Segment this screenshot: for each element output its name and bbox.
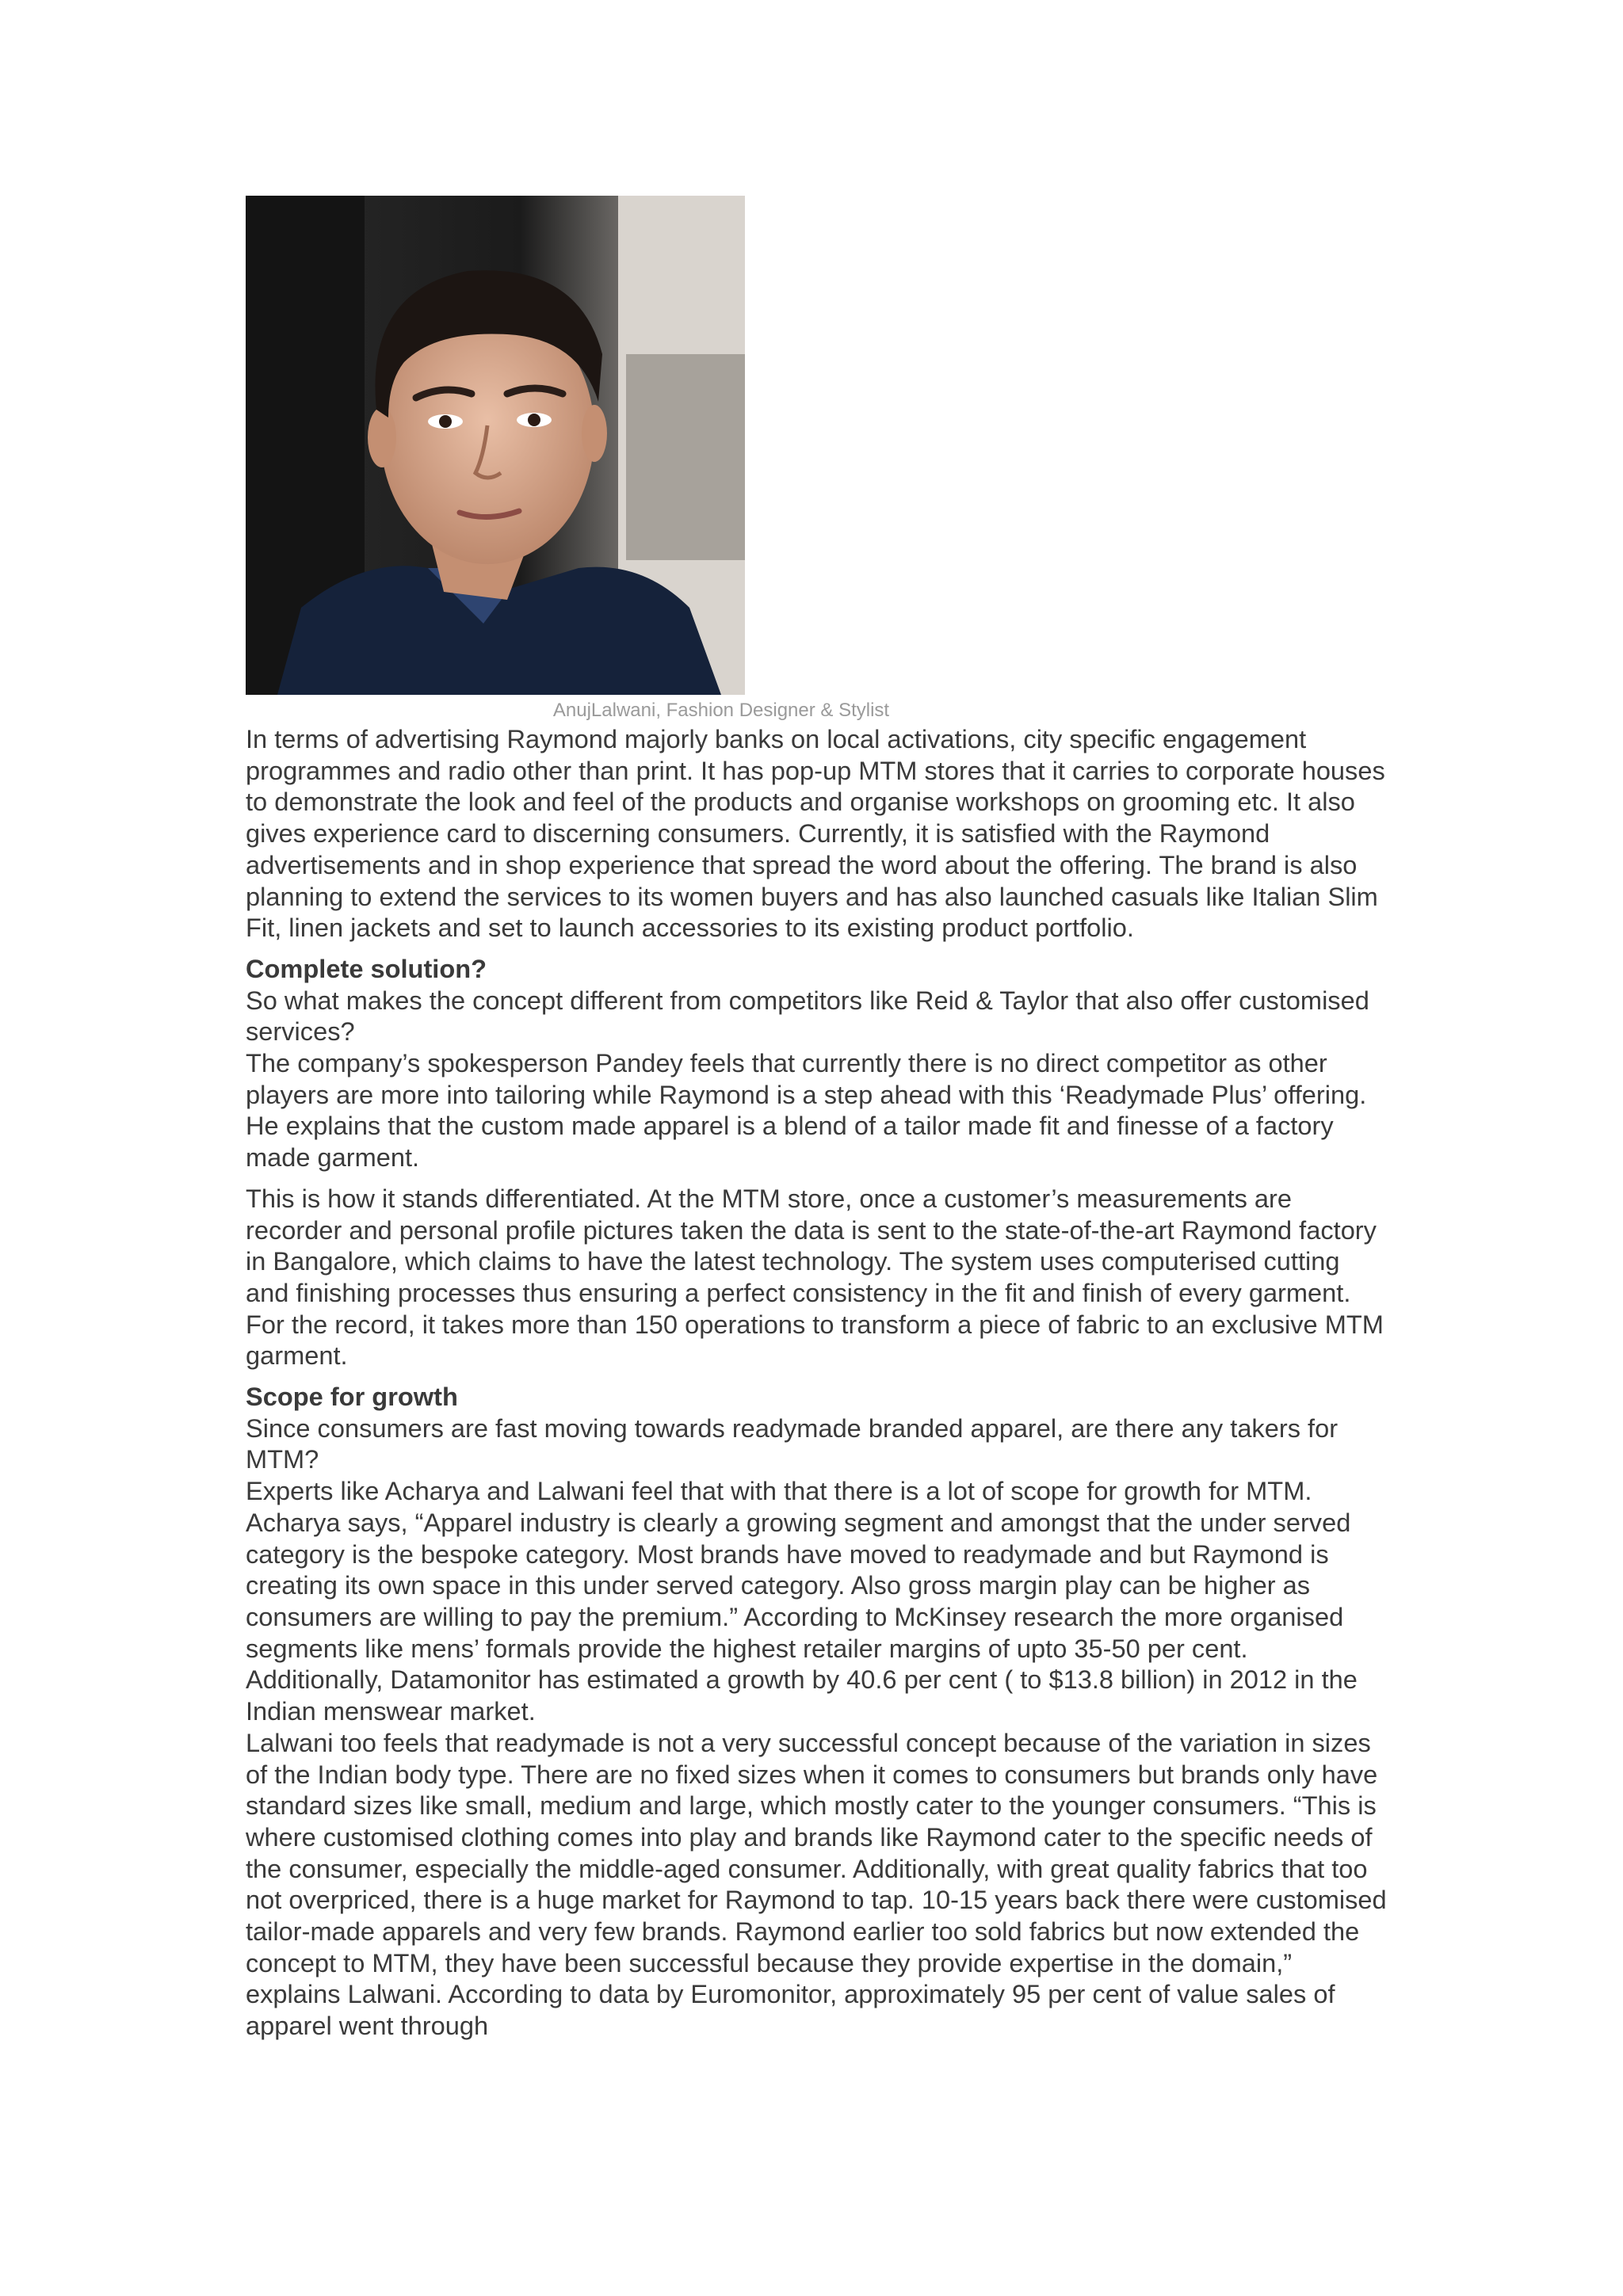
article-paragraph: In terms of advertising Raymond majorly banks on local activations, city specific engagement programmes and radio other than print. It has pop-up MTM stores that it carries to corporate houses to demonstrate the look and feel of the products and organise workshops on grooming etc. It also gives experience card to discerning consumers. Currently, it is satisfied with the Raymond advertisements and in shop experience that spread the word about the offering. The brand is also planning to extend the services to its women buyers and has also launched casuals like Italian Slim Fit, linen jackets and set to launch accessories to its existing product portfolio.: [246, 724, 1385, 943]
article-body: [246, 723, 1387, 2042]
article-paragraph: Experts like Acharya and Lalwani feel that with that there is a lot of scope for growth for MTM. Acharya says, “Apparel industry is clearly a growing segment and amongst that the under served category is the bespoke category. Most brands have moved to readymade and but Raymond is creating its own space in this under served category. Also gross margin play can be higher as consumers are willing to pay the premium.” According to McKinsey research the more organised segments like mens’ formals provide the highest retailer margins of upto 35-50 per cent. Additionally, Datamonitor has estimated a growth by 40.6 per cent ( to $13.8 billion) in 2012 in the Indian menswear market.: [246, 1476, 1358, 1726]
article-paragraph: This is how it stands differentiated. At the MTM store, once a customer’s measurements are recorder and personal profile pictures taken the data is sent to the state-of-the-art Raymond factory in Bangalore, which claims to have the latest technology. The system uses computerised cutting and finishing processes thus ensuring a perfect consistency in the fit and finish of every garment. For the record, it takes more than 150 operations to transform a piece of fabric to an exclusive MTM garment.: [246, 1183, 1384, 1371]
article-paragraph: Lalwani too feels that readymade is not a very successful concept because of the variation in sizes of the Indian body type. There are no fixed sizes when it comes to consumers but brands only have standard sizes like small, medium and large, which mostly cater to the younger consumers. “This is where customised clothing comes into play and brands like Raymond cater to the specific needs of the consumer, especially the middle-aged consumer. Additionally, with great quality fabrics that too not overpriced, there is a huge market for Raymond to tap. 10-15 years back there were customised tailor-made apparels and very few brands. Raymond earlier too sold fabrics but now extended the concept to MTM, they have been successful because they provide expertise in the domain,” explains Lalwani. According to data by Euromonitor, approximately 95 per cent of value sales of apparel went through: [246, 1727, 1387, 2041]
section-heading: Scope for growth: [246, 1382, 458, 1412]
article-paragraph: The company’s spokesperson Pandey feels that currently there is no direct competitor as other players are more into tailoring while Raymond is a step ahead with this ‘Readymade Plus’ offering. He explains that the custom made apparel is a blend of a tailor made fit and finesse of a factory made garment.: [246, 1048, 1367, 1173]
article-paragraph: Since consumers are fast moving towards readymade branded apparel, are there any takers for MTM?: [246, 1413, 1338, 1474]
article-paragraph: So what makes the concept different from competitors like Reid & Taylor that also offer customised services?: [246, 985, 1369, 1047]
photo-caption: AnujLalwani, Fashion Designer & Stylist: [552, 700, 890, 721]
section-heading: Complete solution?: [246, 953, 487, 983]
portrait-photo: [246, 196, 745, 695]
